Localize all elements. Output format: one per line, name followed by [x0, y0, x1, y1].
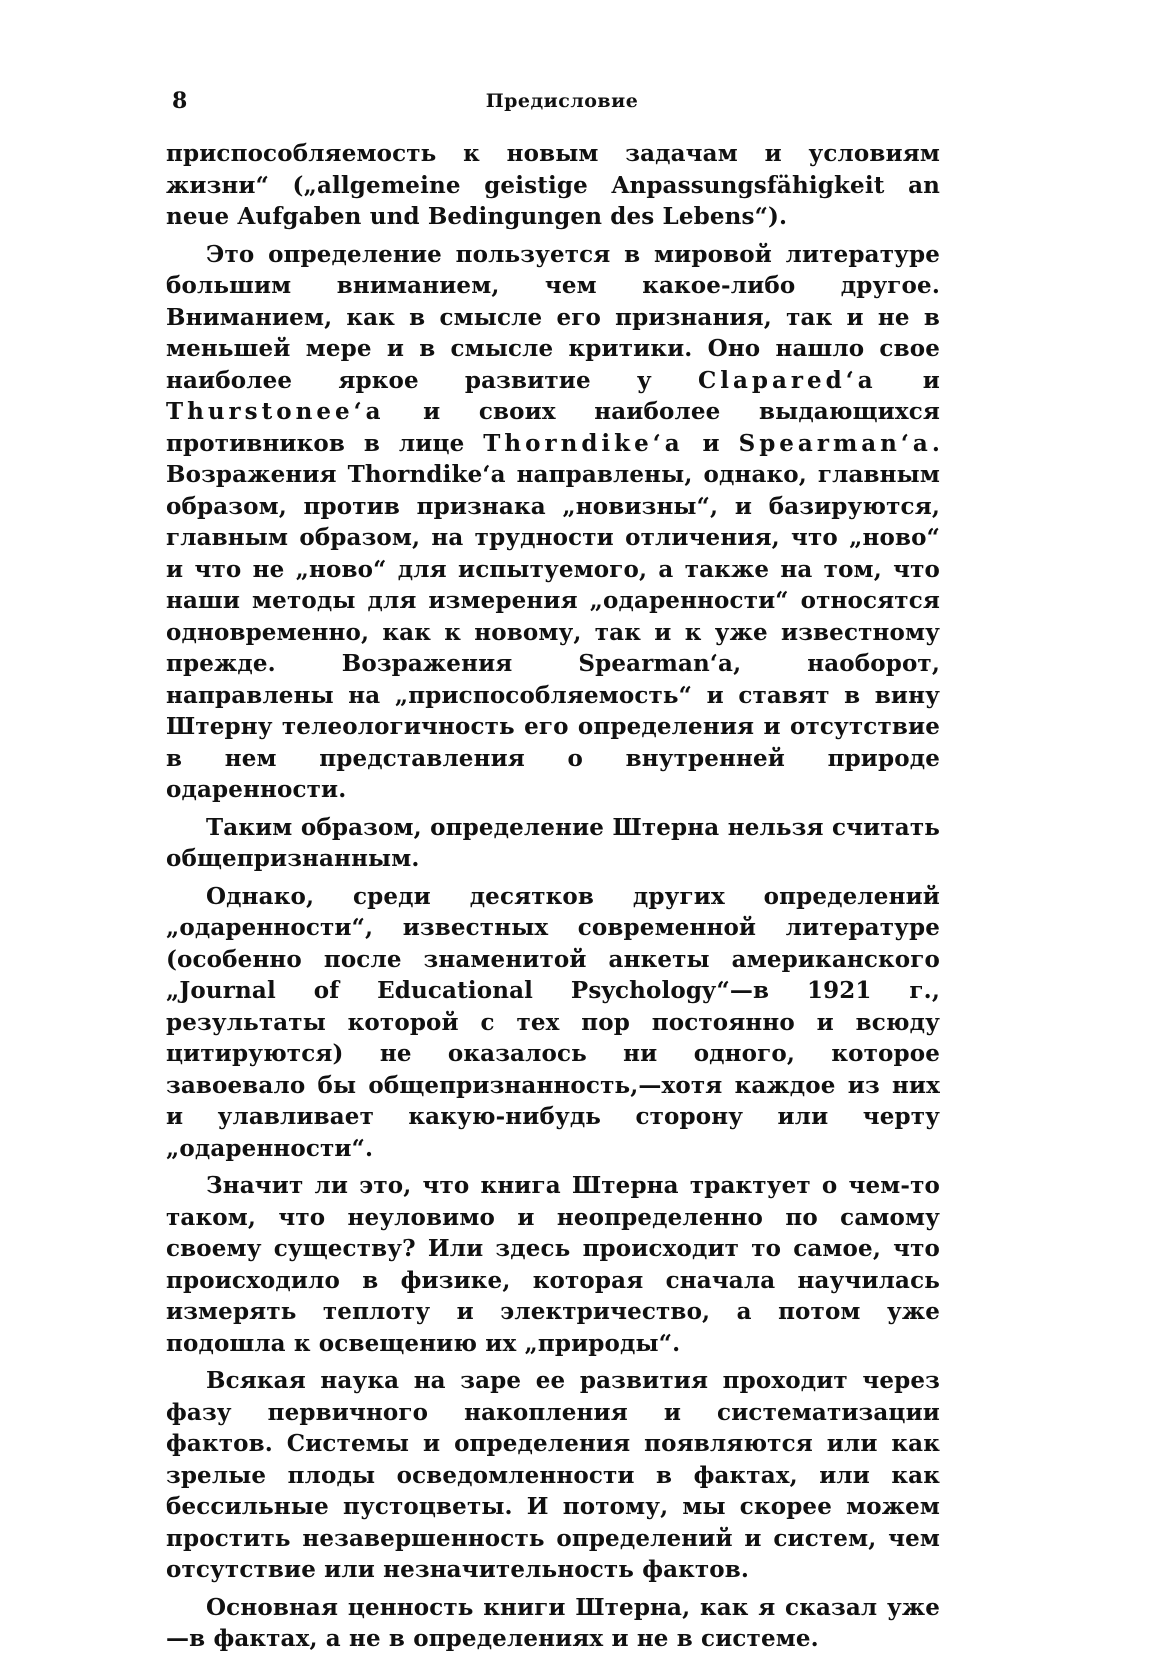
name-claparede: Clapared‘a — [697, 366, 877, 394]
name-spearman: Spearman‘a — [738, 429, 932, 457]
paragraph-1: приспособляемость к новым задачам и условиям жизни“ („allgemeine geistige Anpassungsfähigkeit an neue Aufgaben und Bedingungen des Lebens“). — [166, 140, 940, 230]
paragraph-2-text-1: Это определение пользуется в мировой литературе большим вниманием, чем какое-либо другое. Вниманием, как в смысле его признания, так и не в меньшей мере и в смысле критики. Оно нашло свое наиболее яркое развитие у — [166, 240, 940, 394]
page-number: 8 — [172, 88, 188, 114]
paragraph-2 — [166, 239, 940, 806]
running-title: Предисловие — [485, 90, 639, 112]
paragraph-5: Значит ли это, что книга Штерна трактует о чем-то таком, что неуловимо и неопределенно по самому своему существу? Или здесь происходит то самое, что происходило в физике, которая сначала научилась измерять теплоту и электричество, а потом уже подошла к освещению их „природы“. — [166, 1172, 940, 1357]
body-text — [166, 138, 940, 1661]
name-thorndike: Thorndike‘a — [483, 429, 684, 457]
paragraph-6: Всякая наука на заре ее развития проходит через фазу первичного накопления и систематизации фактов. Системы и определения появляются или как зрелые плоды осведомленности в фактах, или как бессильные пустоцветы. И потому, мы скорее можем простить незавершенность определений и систем, чем отсутствие или незначительность фактов. — [166, 1367, 940, 1583]
paragraph-3: Таким образом, определение Штерна нельзя считать общепризнанным. — [166, 813, 940, 872]
page-header — [172, 88, 952, 118]
paragraph-2-text-2: и — [876, 366, 940, 394]
paragraph-2-text-4: и — [683, 429, 739, 457]
paragraph-4: Однако, среди десятков других определений „одаренности“, известных современной литературе (особенно после знаменитой анкеты американского „Journal of Educational Psychology“—в 1921 г., результаты которой с тех пор постоянно и всюду цитируются) не оказалось ни одного, которое завоевало бы общепризнанность,—хотя каждое из них и улавливает какую-нибудь сторону или черту „одаренности“. — [166, 882, 940, 1162]
paragraph-2-text-5: . Возражения Thorndike‘a направлены, однако, главным образом, против признака „новизны“, и базируются, главным образом, на трудности отличения, что „ново“ и что не „ново“ для испытуемого, а также на том, что наши методы для измерения „одаренности“ относятся одновременно, как к новому, так и к уже известному прежде. Возражения Spearman‘a, наоборот, направлены на „приспособляемость“ и ставят в вину Штерну телеологичность его определения и отсутствие в нем представления о внутренней природе одаренности. — [166, 429, 940, 803]
paragraph-7: Основная ценность книги Штерна, как я сказал уже—в фактах, а не в определениях и не в системе. — [166, 1593, 940, 1652]
name-thurstone: Thurstonee‘a — [166, 398, 385, 425]
paragraph-2-text-3: и своих наиболее выдающихся противников в лице — [166, 398, 940, 457]
